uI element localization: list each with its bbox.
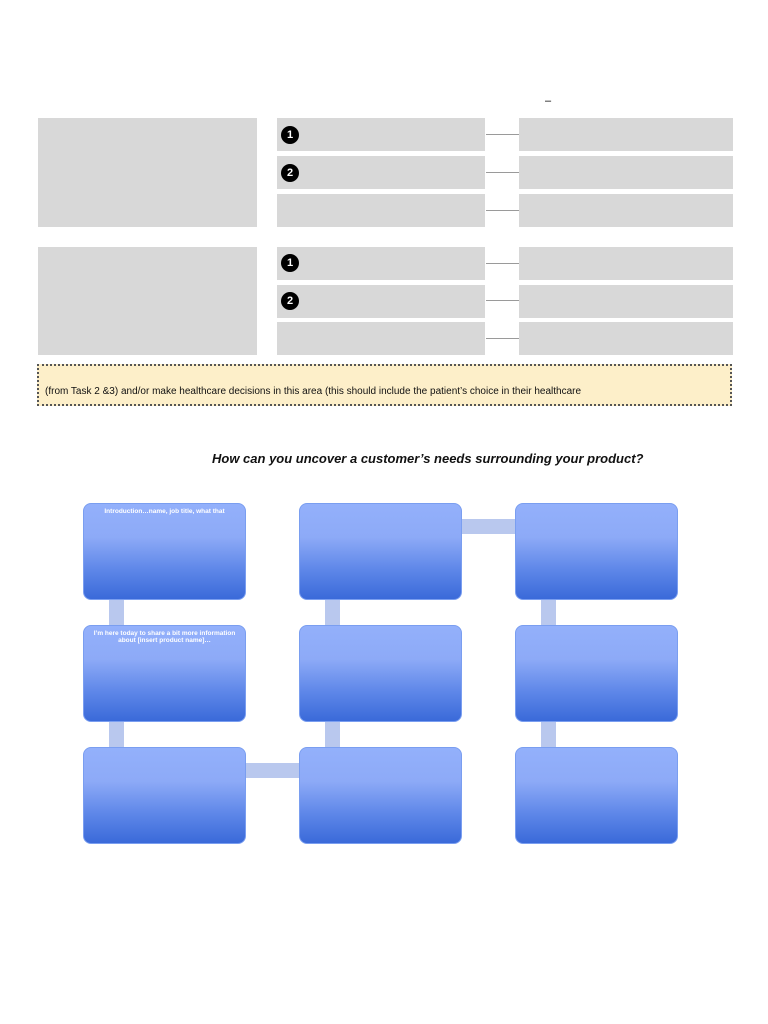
number-2-badge: 2 <box>281 164 299 182</box>
section2-left-block <box>38 247 257 355</box>
flow-box <box>299 747 462 844</box>
flow-box-text: I’m here today to share a bit more information about [insert product name]… <box>93 630 236 644</box>
number-1-badge: 1 <box>281 254 299 272</box>
connector-line <box>486 300 519 301</box>
note-text: (from Task 2 &3) and/or make healthcare decisions in this area (this should include the patient’s choice in their healthcare <box>45 386 582 397</box>
connector-h-row3 <box>245 763 301 778</box>
flow-box <box>299 625 462 722</box>
flow-box <box>515 503 678 600</box>
flow-box-product-info <box>83 625 246 722</box>
connector-line <box>486 263 519 264</box>
section2-row3-answer[interactable] <box>519 322 733 355</box>
section1-row3-field[interactable] <box>277 194 485 227</box>
flow-box-text: Introduction…name, job title, what that <box>104 508 225 515</box>
flow-box <box>515 625 678 722</box>
section2-row1-field[interactable] <box>277 247 485 280</box>
connector-line <box>486 134 519 135</box>
number-1-badge: 1 <box>281 126 299 144</box>
section1-left-block <box>38 118 257 227</box>
connector-line <box>486 210 519 211</box>
section1-row2-answer[interactable] <box>519 156 733 189</box>
section1-row1-answer[interactable] <box>519 118 733 151</box>
connector-v-col1-a <box>109 599 124 627</box>
section2-row3-field[interactable] <box>277 322 485 355</box>
section1-row3-answer[interactable] <box>519 194 733 227</box>
flow-box <box>83 747 246 844</box>
connector-v-col3-a <box>541 599 556 627</box>
note-box <box>37 364 732 406</box>
header-dash: – <box>545 95 552 107</box>
section1-row1-field[interactable] <box>277 118 485 151</box>
section2-row2-field[interactable] <box>277 285 485 318</box>
connector-v-col1-b <box>109 721 124 749</box>
connector-v-col2-a <box>325 721 340 749</box>
number-2-badge: 2 <box>281 292 299 310</box>
connector-h-row1 <box>461 519 517 534</box>
question-heading: How can you uncover a customer’s needs surrounding your product? <box>212 451 644 466</box>
flow-box <box>299 503 462 600</box>
section2-row2-answer[interactable] <box>519 285 733 318</box>
section1-row2-field[interactable] <box>277 156 485 189</box>
flow-box-introduction <box>83 503 246 600</box>
connector-v-col2-b <box>325 599 340 627</box>
connector-line <box>486 172 519 173</box>
flow-box <box>515 747 678 844</box>
connector-v-col3-b <box>541 721 556 749</box>
connector-line <box>486 338 519 339</box>
section2-row1-answer[interactable] <box>519 247 733 280</box>
